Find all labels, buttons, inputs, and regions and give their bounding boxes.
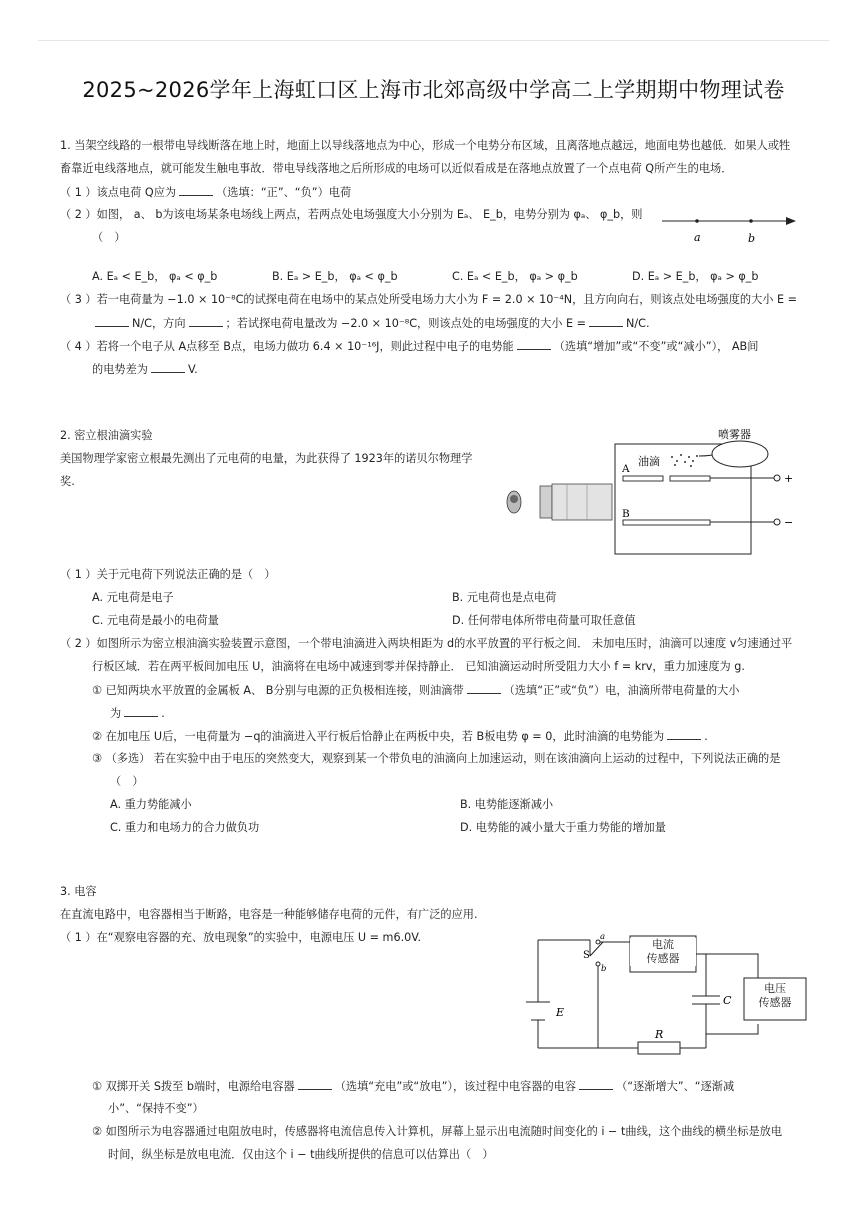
fig-plus-terminal: + (784, 472, 794, 485)
q1-part1-blank[interactable] (179, 184, 213, 196)
q1-fig-label-a: a (694, 231, 701, 244)
fig-plate-b-label: B (622, 508, 630, 520)
q1-fig-label-b: b (748, 232, 756, 245)
q1-part3-line1: （ 3 ）若一电荷量为 −1.0 × 10⁻⁸C的试探电荷在电场中的某点处所受电场力大小为 F = 2.0 × 10⁻⁴N，且方向向右，则该点处电场强度的大小 E = (60, 293, 797, 306)
q2-s3-option-b[interactable]: B. 电势能逐渐减小 (460, 798, 554, 811)
millikan-apparatus-figure (492, 426, 802, 556)
q3-part1: （ 1 ）在“观察电容器的充、放电现象”的实验中，电源电压 U = m6.0V. (60, 931, 422, 944)
q1-part4-line2-unit: V. (187, 363, 198, 376)
q2-part2-line1: （ 2 ）如图所示为密立根油滴实验装置示意图，一个带电油滴进入两块相距为 d的水平放置的平行板之间． 未加电压时，油滴可以速度 v匀速通过平 (60, 637, 793, 650)
q1-part1-text-b: （选填：“正”、“负”）电荷 (216, 186, 352, 199)
q3-sub1-line1 (92, 1078, 734, 1094)
q1-part2-line1: （ 2 ）如图， a、 b为该电场某条电场线上两点，若两点处电场强度大小分别为 Eₐ、 E_b，电势分别为 φₐ、 φ_b，则 (60, 208, 643, 221)
q1-part3-blank3[interactable] (589, 315, 623, 327)
q3-intro: 在直流电路中，电容器相当于断路，电容是一种能够储存电荷的元件，有广泛的应用. (60, 908, 478, 921)
fig-resistor-R: R (655, 1028, 664, 1041)
fig-sprayer-label: 喷雾器 (718, 428, 751, 441)
q1-option-d[interactable]: D. Eₐ > E_b， φₐ > φ_b (632, 270, 759, 283)
q2-part2-line2: 行板区域．若在两平板间加电压 U，油滴将在电场中减速到零并保持静止． 已知油滴运动时所受阻力大小 f = krv，重力加速度为 g. (92, 660, 745, 673)
fig-plate-a-label: A (622, 463, 630, 475)
q2-sub2-end: . (704, 730, 708, 743)
q2-s3-option-c[interactable]: C. 重力和电场力的合力做负功 (110, 821, 260, 834)
q3-sub1-blank1[interactable] (298, 1078, 332, 1090)
fig-switch-S: S (583, 950, 590, 961)
q2-part1-stem: （ 1 ）关于元电荷下列说法正确的是（ ） (60, 568, 276, 581)
fig-terminal-b: b (601, 964, 607, 974)
q2-sub1-blank2[interactable] (124, 705, 158, 717)
q1-option-c[interactable]: C. Eₐ < E_b， φₐ > φ_b (452, 270, 578, 283)
q2-sub1-line2-text: 为 (110, 707, 122, 720)
q1-part1 (60, 184, 351, 200)
q2-sub3-line2: （ ） (110, 775, 144, 788)
q1-part2-line2: （ ） (92, 231, 126, 244)
q2-sub2-blank[interactable] (667, 728, 701, 740)
q1-stem-line2: 畜靠近电线落地点，就可能发生触电事故．带电导线落地之后所形成的电场可以近似看成是在落地点放置了一个点电荷 Q所产生的电场． (60, 162, 733, 175)
page-title: 2025~2026学年上海虹口区上海市北郊高级中学高二上学期期中物理试卷 (82, 78, 785, 102)
q2-sub2-text: ② 在加电压 U后，一电荷量为 −q的油滴进入平行板后恰静止在两板中央，若 B板电势 φ = 0，此时油滴的电势能为 (92, 730, 665, 743)
q1-part3-text-a: N/C，方向 (132, 317, 186, 330)
q1-part3-text-b: ；若试探电荷电量改为 −2.0 × 10⁻⁸C，则该点处的电场强度的大小 E = (225, 317, 587, 330)
q1-part3-blank2[interactable] (189, 315, 223, 327)
q2-heading: 2. 密立根油滴实验 (60, 429, 153, 442)
q1-part3-blank1[interactable] (95, 315, 129, 327)
q1-field-line-figure (660, 212, 800, 248)
q1-part4-text-b: （选填“增加”或“不变”或“减小”）， AB间 (553, 340, 759, 353)
q1-part3-line2 (92, 315, 650, 331)
q1-part4-line1 (60, 338, 758, 354)
q2-p1-option-d[interactable]: D. 任何带电体所带电荷量可取任意值 (452, 614, 636, 627)
q1-part4-line2-text: 的电势差为 (92, 363, 148, 376)
q2-p1-option-a[interactable]: A. 元电荷是电子 (92, 591, 174, 604)
q2-p1-option-c[interactable]: C. 元电荷是最小的电荷量 (92, 614, 219, 627)
fig-source-E: E (556, 1006, 565, 1019)
q2-sub1-blank1[interactable] (467, 682, 501, 694)
q3-sub1-line2: 小”、“保持不变”） (108, 1102, 204, 1115)
fig-minus-terminal: − (784, 516, 794, 529)
header-divider (38, 40, 829, 41)
q2-sub3-line1: ③ （多选） 若在实验中由于电压的突然变大，观察到某一个带负电的油滴向上加速运动，则在该油滴向上运动的过程中，下列说法正确的是 (92, 752, 781, 765)
q2-intro-line2: 奖. (60, 475, 75, 488)
q1-part1-text: （ 1 ）该点电荷 Q应为 (60, 186, 177, 199)
q3-sub1-text-c: （“逐渐增大”、“逐渐减 (616, 1080, 735, 1093)
q1-part3-text-c: N/C. (626, 317, 650, 330)
q2-sub1-line2 (110, 705, 165, 721)
q1-option-a[interactable]: A. Eₐ < E_b， φₐ < φ_b (92, 270, 218, 283)
q1-part4-blank1[interactable] (517, 338, 551, 350)
fig-current-sensor-label: 电流 传感器 (630, 938, 696, 966)
q1-stem-line1: 1. 当架空线路的一根带电导线断落在地上时，地面上以导线落地点为中心，形成一个电势分布区域，且离落地点越远，地面电势也越低．如果人或牲 (60, 139, 791, 152)
q3-heading: 3. 电容 (60, 885, 97, 898)
q2-s3-option-a[interactable]: A. 重力势能减小 (110, 798, 192, 811)
q2-intro-line1: 美国物理学家密立根最先测出了元电荷的电量，为此获得了 1923年的诺贝尔物理学 (60, 452, 473, 465)
q2-s3-option-d[interactable]: D. 电势能的减小量大于重力势能的增加量 (460, 821, 666, 834)
fig-terminal-a: a (600, 932, 606, 942)
q2-sub1-text: ① 已知两块水平放置的金属板 A、 B分别与电源的正负极相连接，则油滴带 (92, 684, 464, 697)
fig-voltage-sensor-label: 电压 传感器 (758, 982, 792, 1009)
q2-sub1-text-b: （选填“正”或“负”）电，油滴所带电荷量的大小 (503, 684, 740, 697)
q1-option-b[interactable]: B. Eₐ > E_b， φₐ < φ_b (272, 270, 398, 283)
q3-sub2-line2: 时间，纵坐标是放电电流．仅由这个 i − t曲线所提供的信息可以估算出（ ） (108, 1148, 494, 1161)
q1-part4-line2 (92, 361, 198, 377)
q3-sub1-blank2[interactable] (579, 1078, 613, 1090)
q3-sub1-text-b: （选填“充电”或“放电”），该过程中电容器的电容 (334, 1080, 577, 1093)
q2-sub1-line2-end: . (161, 707, 165, 720)
fig-capacitor-C: C (723, 994, 732, 1007)
q2-sub2-line (92, 728, 708, 744)
fig-oil-label: 油滴 (638, 455, 660, 468)
q2-sub1-line1 (92, 682, 739, 698)
q3-sub1-text: ① 双掷开关 S拨至 b端时，电源给电容器 (92, 1080, 295, 1093)
q2-p1-option-b[interactable]: B. 元电荷也是点电荷 (452, 591, 557, 604)
q3-sub2-line1: ② 如图所示为电容器通过电阻放电时，传感器将电流信息传入计算机，屏幕上显示出电流随时间变化的 i − t曲线，这个曲线的横坐标是放电 (92, 1125, 783, 1138)
q1-part4-blank2[interactable] (151, 361, 185, 373)
q1-part4-text: （ 4 ）若将一个电子从 A点移至 B点，电场力做功 6.4 × 10⁻¹⁶J，则此过程中电子的电势能 (60, 340, 514, 353)
